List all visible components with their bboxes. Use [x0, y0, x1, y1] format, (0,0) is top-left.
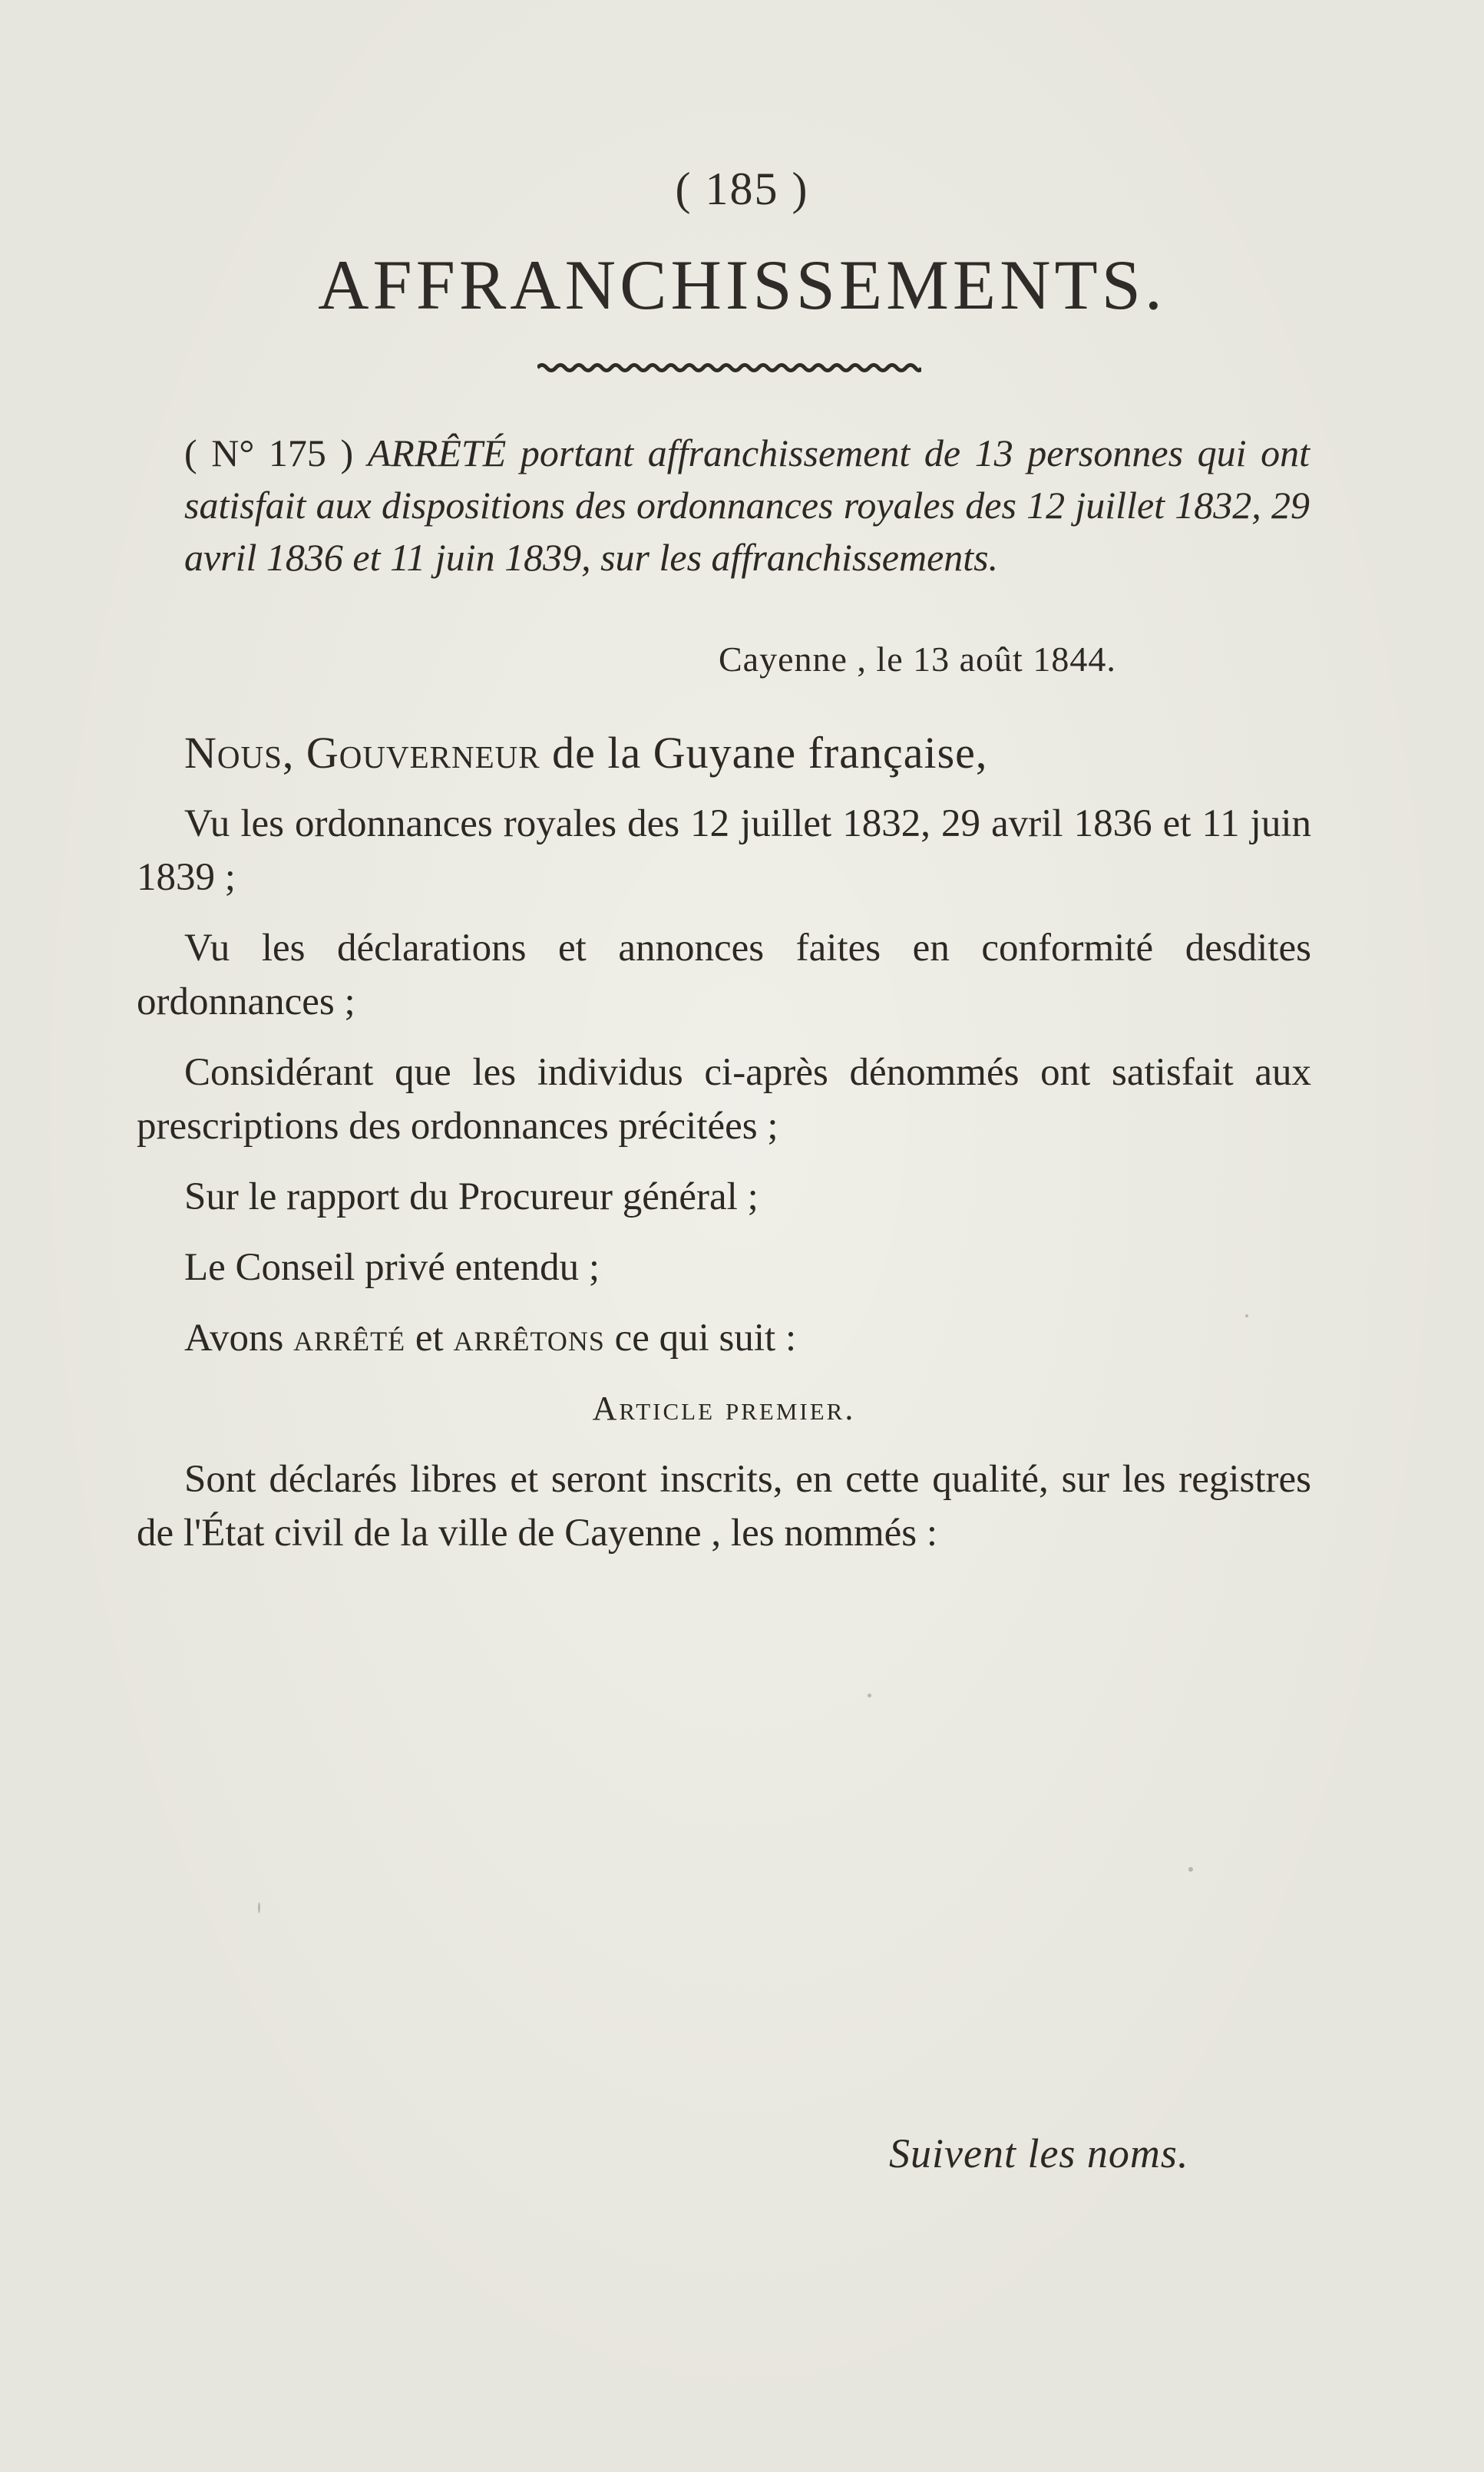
- opening-nous: Nous: [184, 728, 283, 778]
- decorative-rule: [537, 361, 921, 375]
- paragraph-article-one: Sont déclarés libres et seront inscrits, en cette qualité, sur les registres de l'État civil de la ville de Cayenne , les nommés :: [137, 1458, 1311, 1555]
- page-number: ( 185 ): [675, 164, 809, 214]
- et-text: et: [405, 1317, 454, 1360]
- opening-gouverneur: Gouverneur: [306, 728, 540, 778]
- continuation-note: Suivent les noms.: [889, 2130, 1189, 2176]
- paper-speck: [258, 1902, 260, 1913]
- opening-line: Nous, Gouverneur de la Guyane française,: [184, 728, 988, 778]
- paper-speck: [1245, 1314, 1248, 1317]
- decree-heading: [135, 427, 1310, 583]
- section-title: AFFRANCHISSEMENTS.: [318, 246, 1166, 324]
- article-title: Article premier.: [592, 1390, 856, 1427]
- decree-number: ( N° 175 ): [184, 431, 354, 474]
- decree-place-date: Cayenne , le 13 août 1844.: [719, 639, 1116, 679]
- decree-body: [137, 726, 1311, 1577]
- paragraph-considerant: Considérant que les individus ci-après dénommés ont satisfait aux prescriptions des ordonnances précitées ;: [137, 1051, 1311, 1148]
- paragraph-rapport: Sur le rapport du Procureur général ;: [184, 1175, 759, 1218]
- paper-speck: [868, 1694, 871, 1697]
- ce-qui-suit-text: ce qui suit :: [604, 1317, 797, 1360]
- arretons-word: arrêtons: [453, 1317, 605, 1360]
- paragraph-conseil: Le Conseil privé entendu ;: [184, 1246, 600, 1289]
- arrete-word: arrêté: [293, 1317, 406, 1360]
- paper-speck: [1188, 1867, 1193, 1872]
- paragraph-avons-arrete: [137, 1311, 1311, 1365]
- avons-text: Avons: [184, 1317, 294, 1360]
- decree-title: ARRÊTÉ portant affranchissement de 13 personnes qui ont satisfait aux dispositions des ordonnances royales des 12 juillet 1832, 29 avril 1836 et 11 juin 1839, sur les affranchissements.: [184, 431, 1310, 579]
- paragraph-vu-ordonnances: Vu les ordonnances royales des 12 juillet 1832, 29 avril 1836 et 11 juin 1839 ;: [137, 802, 1311, 899]
- opening-rest: de la Guyane française,: [540, 728, 988, 778]
- paragraph-vu-declarations: Vu les déclarations et annonces faites en conformité desdites ordonnances ;: [137, 927, 1311, 1023]
